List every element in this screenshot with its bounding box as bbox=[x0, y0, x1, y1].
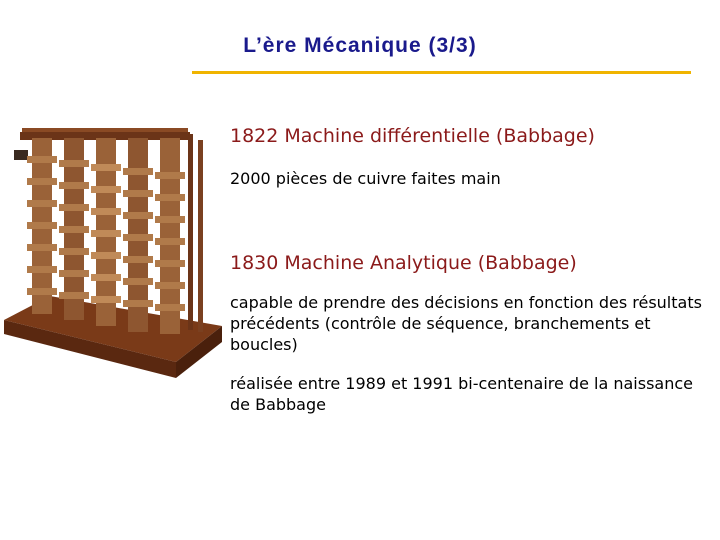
section-heading-analytical-engine: 1830 Machine Analytique (Babbage) bbox=[230, 252, 577, 274]
section-text-analytical-built: réalisée entre 1989 et 1991 bi-centenaire de la naissance de Babbage bbox=[230, 374, 693, 414]
difference-engine-image bbox=[0, 120, 225, 420]
column bbox=[123, 138, 153, 332]
machine-columns bbox=[27, 138, 185, 334]
column bbox=[91, 138, 121, 326]
crank-handle bbox=[14, 150, 28, 160]
column bbox=[27, 138, 57, 314]
section-text-analytical-capability: capable de prendre des décisions en fonction des résultats précédents (contrôle de séquence, branchements et boucles) bbox=[230, 293, 702, 354]
machine-rod bbox=[188, 134, 193, 330]
machine-rod bbox=[198, 140, 203, 332]
column bbox=[155, 138, 185, 334]
slide-title: L’ère Mécanique (3/3) bbox=[243, 34, 477, 57]
section-text-difference-engine: 2000 pièces de cuivre faites main bbox=[230, 169, 501, 188]
title-underline bbox=[192, 71, 691, 74]
section-heading-difference-engine: 1822 Machine différentielle (Babbage) bbox=[230, 125, 595, 147]
machine-top-rail bbox=[22, 128, 188, 132]
column bbox=[59, 138, 89, 320]
